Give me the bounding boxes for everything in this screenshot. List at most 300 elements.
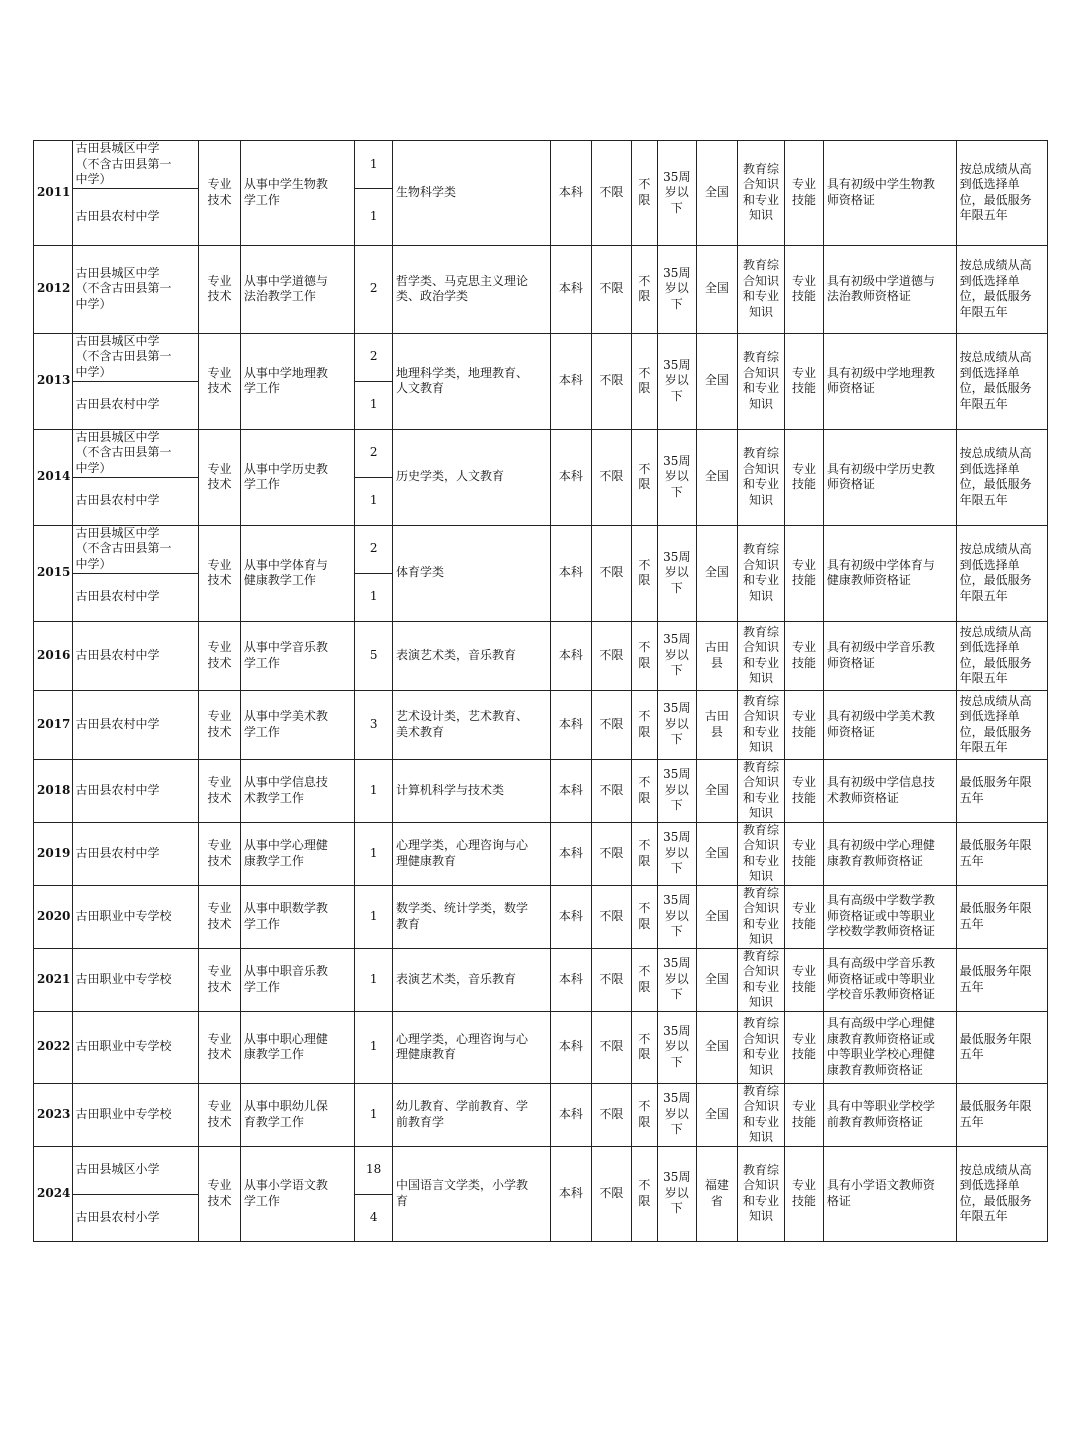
education-requirement-text: 本科: [558, 971, 583, 986]
major-requirement: [392, 429, 550, 525]
gender-requirement-text: 不 限: [638, 901, 651, 931]
hiring-unit-text: 古田县农村中学: [75, 782, 160, 797]
skill-test: [785, 1011, 824, 1083]
written-exam-subject-text: 教育综 合知识 和专业 知识: [742, 624, 779, 685]
skill-test-text: 专业 技能: [792, 838, 817, 868]
domicile-requirement: [697, 822, 738, 885]
position-category: [199, 885, 241, 948]
gender-requirement: [632, 1083, 657, 1146]
hiring-count: [355, 477, 393, 525]
hiring-count: [355, 429, 393, 477]
remarks-text: 按总成绩从高 到低选择单 位，最低服务 年限五年: [959, 624, 1032, 685]
hiring-unit-text: 古田县农村中学: [75, 845, 160, 860]
position-code-text: 2022: [37, 1039, 71, 1054]
major-requirement: [392, 141, 550, 246]
other-requirements-text: 具有高级中学音乐教 师资格证或中等职业 学校音乐教师资格证: [826, 956, 935, 1002]
education-requirement-text: 本科: [558, 1185, 583, 1200]
major-requirement-text: 表演艺术类，音乐教育: [395, 647, 516, 662]
remarks: [956, 141, 1047, 246]
gender-requirement: [632, 621, 657, 690]
education-requirement: [551, 690, 592, 759]
age-requirement: [657, 759, 697, 822]
hiring-unit-text: 古田县城区小学: [75, 1162, 160, 1177]
age-requirement-text: 35周 岁以 下: [663, 1170, 691, 1216]
domicile-requirement: [697, 885, 738, 948]
age-requirement-text: 35周 岁以 下: [663, 549, 691, 595]
hiring-count-text: 1: [369, 908, 378, 923]
major-requirement: [392, 885, 550, 948]
hiring-unit: [72, 525, 199, 573]
hiring-unit: [72, 245, 199, 333]
hiring-count: [355, 1146, 393, 1194]
education-requirement-text: 本科: [558, 373, 583, 388]
hiring-count: [355, 759, 393, 822]
major-requirement: [392, 245, 550, 333]
position-code-text: 2016: [37, 647, 71, 662]
hiring-unit-text: 古田县农村中学: [75, 647, 160, 662]
major-requirement-text: 历史学类，人文教育: [395, 469, 504, 484]
position-category: [199, 429, 241, 525]
hiring-count: [355, 188, 393, 245]
degree-requirement-text: 不限: [599, 1039, 624, 1054]
degree-requirement: [591, 1011, 632, 1083]
remarks: [956, 245, 1047, 333]
skill-test: [785, 525, 824, 621]
remarks-text: 按总成绩从高 到低选择单 位，最低服务 年限五年: [959, 350, 1032, 411]
domicile-requirement: [697, 621, 738, 690]
other-requirements: [823, 245, 956, 333]
major-requirement: [392, 1146, 550, 1241]
domicile-requirement-text: 全国: [704, 908, 729, 923]
written-exam-subject: [737, 948, 785, 1011]
degree-requirement: [591, 822, 632, 885]
gender-requirement-text: 不 限: [638, 365, 651, 395]
hiring-unit-text: 古田县城区中学 （不含古田县第一 中学）: [75, 265, 172, 311]
domicile-requirement: [697, 525, 738, 621]
remarks: [956, 621, 1047, 690]
table-row: [34, 525, 1048, 573]
position-code: [34, 245, 73, 333]
domicile-requirement: [697, 141, 738, 246]
skill-test-text: 专业 技能: [792, 273, 817, 303]
written-exam-subject-text: 教育综 合知识 和专业 知识: [742, 1162, 779, 1223]
other-requirements: [823, 948, 956, 1011]
position-category-text: 专业 技术: [207, 177, 232, 207]
hiring-unit-text: 古田县城区中学 （不含古田县第一 中学）: [75, 429, 172, 475]
position-code-text: 2014: [37, 469, 71, 484]
hiring-unit-text: 古田县农村中学: [75, 589, 160, 604]
remarks-text: 最低服务年限 五年: [959, 1099, 1032, 1129]
job-description-text: 从事中职音乐教 学工作: [243, 964, 328, 994]
remarks: [956, 759, 1047, 822]
age-requirement: [657, 948, 697, 1011]
hiring-unit-text: 古田职业中专学校: [75, 1039, 172, 1054]
hiring-count-text: 1: [369, 397, 378, 412]
domicile-requirement: [697, 759, 738, 822]
hiring-count: [355, 1011, 393, 1083]
table-row: [34, 822, 1048, 885]
written-exam-subject: [737, 1083, 785, 1146]
hiring-unit: [72, 333, 199, 381]
other-requirements-text: 具有初级中学历史教 师资格证: [826, 461, 935, 491]
degree-requirement-text: 不限: [599, 565, 624, 580]
written-exam-subject: [737, 1011, 785, 1083]
degree-requirement: [591, 621, 632, 690]
position-category-text: 专业 技术: [207, 1178, 232, 1208]
job-description: [240, 1011, 355, 1083]
remarks-text: 按总成绩从高 到低选择单 位，最低服务 年限五年: [959, 1162, 1032, 1223]
domicile-requirement: [697, 333, 738, 429]
education-requirement: [551, 333, 592, 429]
age-requirement: [657, 429, 697, 525]
other-requirements-text: 具有高级中学数学教 师资格证或中等职业 学校数学教师资格证: [826, 893, 935, 939]
job-description: [240, 1146, 355, 1241]
position-code: [34, 525, 73, 621]
remarks-text: 按总成绩从高 到低选择单 位，最低服务 年限五年: [959, 258, 1032, 319]
remarks: [956, 822, 1047, 885]
written-exam-subject-text: 教育综 合知识 和专业 知识: [742, 161, 779, 223]
position-code: [34, 621, 73, 690]
gender-requirement-text: 不 限: [638, 838, 651, 868]
age-requirement-text: 35周 岁以 下: [663, 265, 691, 311]
other-requirements-text: 具有初级中学生物教 师资格证: [826, 177, 935, 207]
degree-requirement: [591, 333, 632, 429]
table-row: [34, 1011, 1048, 1083]
gender-requirement-text: 不 限: [638, 775, 651, 805]
hiring-unit-text: 古田县农村中学: [75, 493, 160, 508]
position-category: [199, 333, 241, 429]
job-description-text: 从事中学地理教 学工作: [243, 365, 328, 395]
remarks-text: 最低服务年限 五年: [959, 1031, 1032, 1061]
position-code-text: 2024: [37, 1185, 71, 1200]
gender-requirement-text: 不 限: [638, 1031, 651, 1061]
domicile-requirement: [697, 245, 738, 333]
hiring-unit: [72, 141, 199, 189]
position-code-text: 2011: [37, 185, 71, 199]
written-exam-subject: [737, 690, 785, 759]
degree-requirement-text: 不限: [599, 971, 624, 986]
hiring-count: [355, 1083, 393, 1146]
position-category-text: 专业 技术: [207, 838, 232, 868]
education-requirement: [551, 885, 592, 948]
education-requirement: [551, 1146, 592, 1241]
major-requirement: [392, 525, 550, 621]
skill-test: [785, 245, 824, 333]
age-requirement-text: 35周 岁以 下: [663, 632, 691, 678]
skill-test: [785, 429, 824, 525]
education-requirement: [551, 429, 592, 525]
gender-requirement-text: 不 限: [638, 1099, 651, 1129]
position-category-text: 专业 技术: [207, 365, 232, 395]
hiring-unit-text: 古田职业中专学校: [75, 1106, 172, 1121]
hiring-count-text: 18: [366, 1162, 382, 1177]
degree-requirement: [591, 141, 632, 246]
job-description-text: 从事中学道德与 法治教学工作: [243, 273, 328, 303]
hiring-count-text: 1: [369, 845, 378, 860]
other-requirements: [823, 1011, 956, 1083]
age-requirement-text: 35周 岁以 下: [663, 893, 691, 939]
domicile-requirement: [697, 429, 738, 525]
remarks-text: 按总成绩从高 到低选择单 位，最低服务 年限五年: [959, 693, 1032, 754]
major-requirement-text: 艺术设计类，艺术教育、 美术教育: [395, 709, 528, 739]
hiring-count-text: 1: [369, 208, 378, 223]
degree-requirement: [591, 525, 632, 621]
position-category: [199, 525, 241, 621]
written-exam-subject-text: 教育综 合知识 和专业 知识: [742, 1083, 779, 1144]
hiring-count-text: 2: [369, 349, 378, 364]
position-code: [34, 1146, 73, 1241]
job-description-text: 从事中职幼儿保 育教学工作: [243, 1099, 328, 1129]
education-requirement: [551, 948, 592, 1011]
hiring-count: [355, 1194, 393, 1241]
written-exam-subject: [737, 333, 785, 429]
hiring-count-text: 1: [369, 156, 378, 171]
job-description: [240, 621, 355, 690]
hiring-unit: [72, 1011, 199, 1083]
position-code-text: 2018: [37, 782, 71, 797]
major-requirement-text: 哲学类、马克思主义理论 类、政治学类: [395, 273, 528, 303]
gender-requirement-text: 不 限: [638, 461, 651, 491]
written-exam-subject: [737, 245, 785, 333]
education-requirement-text: 本科: [558, 908, 583, 923]
domicile-requirement-text: 全国: [704, 373, 729, 388]
hiring-unit: [72, 381, 199, 429]
job-description-text: 从事中学生物教 学工作: [243, 177, 328, 207]
skill-test: [785, 1083, 824, 1146]
remarks-text: 按总成绩从高 到低选择单 位，最低服务 年限五年: [959, 161, 1032, 223]
position-category: [199, 1146, 241, 1241]
degree-requirement: [591, 429, 632, 525]
table-row: [34, 245, 1048, 333]
major-requirement-text: 体育学类: [395, 565, 444, 580]
skill-test-text: 专业 技能: [792, 640, 817, 670]
written-exam-subject-text: 教育综 合知识 和专业 知识: [742, 350, 779, 411]
degree-requirement-text: 不限: [599, 373, 624, 388]
job-description: [240, 333, 355, 429]
other-requirements-text: 具有初级中学美术教 师资格证: [826, 709, 935, 739]
domicile-requirement-text: 全国: [704, 782, 729, 797]
position-category: [199, 759, 241, 822]
hiring-unit: [72, 822, 199, 885]
table-row: [34, 141, 1048, 189]
age-requirement-text: 35周 岁以 下: [663, 701, 691, 747]
hiring-count: [355, 621, 393, 690]
skill-test-text: 专业 技能: [792, 365, 817, 395]
major-requirement: [392, 690, 550, 759]
degree-requirement: [591, 1146, 632, 1241]
remarks: [956, 1083, 1047, 1146]
written-exam-subject: [737, 759, 785, 822]
position-code: [34, 141, 73, 246]
job-description: [240, 245, 355, 333]
written-exam-subject-text: 教育综 合知识 和专业 知识: [742, 446, 779, 507]
skill-test: [785, 759, 824, 822]
hiring-count-text: 1: [369, 1039, 378, 1054]
other-requirements-text: 具有初级中学音乐教 师资格证: [826, 640, 935, 670]
skill-test: [785, 948, 824, 1011]
degree-requirement-text: 不限: [599, 716, 624, 731]
gender-requirement: [632, 1146, 657, 1241]
gender-requirement: [632, 885, 657, 948]
skill-test: [785, 621, 824, 690]
hiring-count-text: 1: [369, 1106, 378, 1121]
job-description-text: 从事中学美术教 学工作: [243, 709, 328, 739]
hiring-unit: [72, 1194, 199, 1241]
position-code: [34, 885, 73, 948]
education-requirement-text: 本科: [558, 565, 583, 580]
other-requirements: [823, 885, 956, 948]
skill-test-text: 专业 技能: [792, 1031, 817, 1061]
degree-requirement-text: 不限: [599, 1106, 624, 1121]
job-description-text: 从事中学信息技 术教学工作: [243, 775, 328, 805]
remarks-text: 最低服务年限 五年: [959, 964, 1032, 994]
other-requirements-text: 具有中等职业学校学 前教育教师资格证: [826, 1099, 935, 1129]
gender-requirement-text: 不 限: [638, 964, 651, 994]
domicile-requirement-text: 古田 县: [704, 709, 729, 739]
education-requirement: [551, 759, 592, 822]
hiring-count-text: 2: [369, 281, 378, 296]
domicile-requirement-text: 福建 省: [704, 1178, 729, 1208]
gender-requirement: [632, 759, 657, 822]
job-description-text: 从事中学心理健 康教学工作: [243, 838, 328, 868]
major-requirement: [392, 948, 550, 1011]
position-category: [199, 1011, 241, 1083]
remarks: [956, 333, 1047, 429]
position-category-text: 专业 技术: [207, 640, 232, 670]
education-requirement: [551, 822, 592, 885]
hiring-count: [355, 690, 393, 759]
table-row: [34, 1146, 1048, 1194]
major-requirement-text: 心理学类，心理咨询与心 理健康教育: [395, 838, 528, 868]
hiring-unit: [72, 1146, 199, 1194]
position-category-text: 专业 技术: [207, 461, 232, 491]
major-requirement-text: 心理学类，心理咨询与心 理健康教育: [395, 1031, 528, 1061]
position-code: [34, 1083, 73, 1146]
skill-test-text: 专业 技能: [792, 177, 817, 207]
position-category-text: 专业 技术: [207, 1031, 232, 1061]
remarks: [956, 690, 1047, 759]
hiring-unit: [72, 1083, 199, 1146]
written-exam-subject-text: 教育综 合知识 和专业 知识: [742, 885, 779, 946]
position-code: [34, 948, 73, 1011]
gender-requirement: [632, 245, 657, 333]
gender-requirement: [632, 525, 657, 621]
hiring-unit: [72, 429, 199, 477]
hiring-unit: [72, 948, 199, 1011]
domicile-requirement-text: 古田 县: [704, 640, 729, 670]
position-category-text: 专业 技术: [207, 1099, 232, 1129]
age-requirement: [657, 1146, 697, 1241]
skill-test-text: 专业 技能: [792, 964, 817, 994]
major-requirement-text: 幼儿教育、学前教育、学 前教育学: [395, 1099, 528, 1129]
position-code-text: 2015: [37, 565, 71, 580]
other-requirements: [823, 759, 956, 822]
written-exam-subject-text: 教育综 合知识 和专业 知识: [742, 258, 779, 319]
major-requirement-text: 地理科学类，地理教育、 人文教育: [395, 365, 528, 395]
position-code-text: 2019: [37, 845, 71, 860]
degree-requirement: [591, 245, 632, 333]
position-category: [199, 822, 241, 885]
age-requirement: [657, 141, 697, 246]
age-requirement: [657, 1083, 697, 1146]
hiring-unit-text: 古田县农村小学: [75, 1209, 160, 1224]
other-requirements: [823, 1083, 956, 1146]
other-requirements-text: 具有初级中学体育与 健康教师资格证: [826, 557, 935, 587]
domicile-requirement: [697, 1083, 738, 1146]
table-body: [34, 141, 1048, 1242]
hiring-count: [355, 245, 393, 333]
hiring-count: [355, 573, 393, 621]
gender-requirement-text: 不 限: [638, 273, 651, 303]
hiring-count-text: 2: [369, 541, 378, 556]
hiring-count-text: 3: [369, 716, 378, 731]
education-requirement: [551, 621, 592, 690]
hiring-count-text: 5: [369, 647, 378, 662]
position-code: [34, 429, 73, 525]
other-requirements: [823, 525, 956, 621]
remarks: [956, 1146, 1047, 1241]
position-code-text: 2020: [37, 908, 71, 923]
domicile-requirement-text: 全国: [704, 845, 729, 860]
hiring-unit: [72, 188, 199, 245]
domicile-requirement-text: 全国: [704, 469, 729, 484]
job-description: [240, 141, 355, 246]
remarks-text: 最低服务年限 五年: [959, 901, 1032, 931]
remarks: [956, 1011, 1047, 1083]
recruitment-table: [33, 140, 1048, 1242]
other-requirements: [823, 141, 956, 246]
job-description: [240, 1083, 355, 1146]
other-requirements-text: 具有小学语文教师资 格证: [826, 1178, 935, 1208]
job-description: [240, 525, 355, 621]
other-requirements-text: 具有初级中学信息技 术教师资格证: [826, 775, 935, 805]
hiring-unit: [72, 477, 199, 525]
position-code-text: 2023: [37, 1106, 71, 1121]
education-requirement-text: 本科: [558, 281, 583, 296]
degree-requirement-text: 不限: [599, 281, 624, 296]
degree-requirement: [591, 885, 632, 948]
hiring-count: [355, 948, 393, 1011]
domicile-requirement-text: 全国: [704, 971, 729, 986]
gender-requirement: [632, 333, 657, 429]
remarks: [956, 948, 1047, 1011]
other-requirements: [823, 621, 956, 690]
gender-requirement-text: 不 限: [638, 709, 651, 739]
age-requirement-text: 35周 岁以 下: [663, 767, 691, 813]
gender-requirement: [632, 690, 657, 759]
hiring-unit-text: 古田县城区中学 （不含古田县第一 中学）: [75, 525, 172, 571]
major-requirement: [392, 822, 550, 885]
other-requirements-text: 具有初级中学地理教 师资格证: [826, 365, 935, 395]
position-code: [34, 333, 73, 429]
degree-requirement-text: 不限: [599, 845, 624, 860]
position-code: [34, 759, 73, 822]
degree-requirement-text: 不限: [599, 1185, 624, 1200]
written-exam-subject-text: 教育综 合知识 和专业 知识: [742, 822, 779, 883]
remarks-text: 最低服务年限 五年: [959, 775, 1032, 805]
hiring-unit-text: 古田县农村中学: [75, 716, 160, 731]
job-description-text: 从事小学语文教 学工作: [243, 1178, 328, 1208]
job-description: [240, 690, 355, 759]
table-row: [34, 429, 1048, 477]
age-requirement: [657, 621, 697, 690]
other-requirements: [823, 822, 956, 885]
age-requirement-text: 35周 岁以 下: [663, 1023, 691, 1069]
education-requirement-text: 本科: [558, 1106, 583, 1121]
gender-requirement: [632, 1011, 657, 1083]
age-requirement-text: 35周 岁以 下: [663, 169, 691, 215]
table-row: [34, 690, 1048, 759]
